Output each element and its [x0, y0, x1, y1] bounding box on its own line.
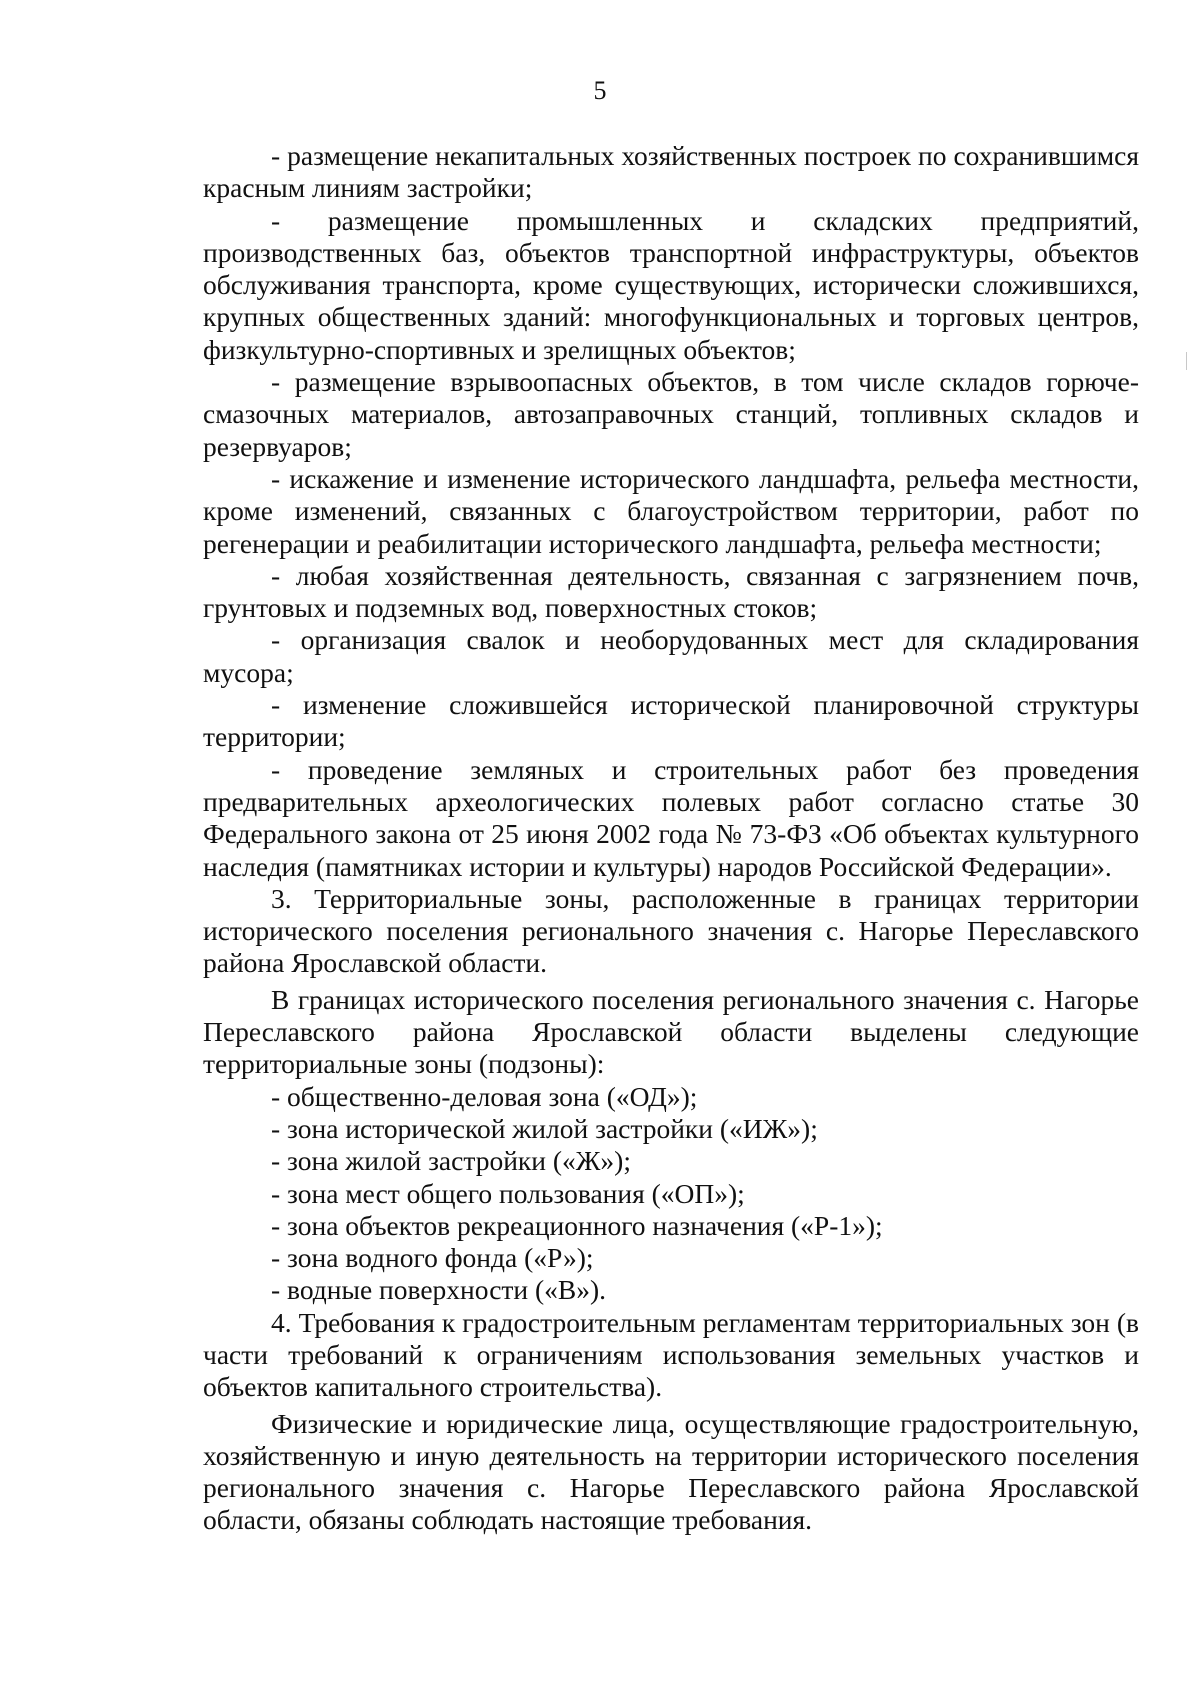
paragraph-prohibition-industrial: - размещение промышленных и складских предприятий, производственных баз, объектов транспортной инфраструктуры, объектов обслуживания транспорта, кроме существующих, исторически сложившихся, крупных общественных зданий: многофункциональных и торговых центров, физкультурно-спортивных и зрелищных объектов;: [203, 204, 1139, 365]
page-number: 5: [593, 76, 607, 105]
paragraph-prohibition-dumps: - организация свалок и необорудованных мест для складирования мусора;: [203, 624, 1139, 688]
paragraph-zones-intro: В границах исторического поселения регионального значения с. Нагорье Переславского района Ярославской области выделены следующие территориальные зоны (подзоны):: [203, 983, 1139, 1080]
paragraph-prohibition-earthworks: - проведение земляных и строительных работ без проведения предварительных археологических полевых работ согласно статье 30 Федерального закона от 25 июня 2002 года № 73-ФЗ «Об объектах культурного наследия (памятниках истории и культуры) народов Российской Федерации».: [203, 753, 1139, 882]
paragraph-prohibition-explosive: - размещение взрывоопасных объектов, в том числе складов горюче-смазочных материалов, автозаправочных станций, топливных складов и резервуаров;: [203, 366, 1139, 462]
paragraph-prohibition-nonpermanent-buildings: - размещение некапитальных хозяйственных построек по сохранившимся красным линиям застройки;: [203, 140, 1139, 204]
zone-list-item: - общественно-деловая зона («ОД»);: [271, 1080, 698, 1112]
scan-margin-mark: [1186, 352, 1187, 370]
section-3-heading: 3. Территориальные зоны, расположенные в границах территории исторического поселения регионального значения с. Нагорье Переславского района Ярославской области.: [203, 882, 1139, 979]
zone-list-item: - водные поверхности («В»).: [271, 1274, 607, 1306]
section-4-heading: 4. Требования к градостроительным регламентам территориальных зон (в части требований к ограничениям использования земельных участков и объектов капитального строительства).: [203, 1306, 1139, 1403]
paragraph-obligations: Физические и юридические лица, осуществляющие градостроительную, хозяйственную и иную деятельность на территории исторического поселения регионального значения с. Нагорье Переславского района Ярославской области, обязаны соблюдать настоящие требования.: [203, 1407, 1139, 1536]
paragraph-prohibition-landscape: - искажение и изменение исторического ландшафта, рельефа местности, кроме изменений, связанных с благоустройством территории, работ по регенерации и реабилитации исторического ландшафта, рельефа местности;: [203, 462, 1139, 559]
document-body: [203, 140, 1139, 1537]
zone-list-item: - зона жилой застройки («Ж»);: [271, 1145, 631, 1177]
zone-list-item: - зона исторической жилой застройки («ИЖ»);: [271, 1112, 818, 1144]
paragraph-prohibition-planning-structure: - изменение сложившейся исторической планировочной структуры территории;: [203, 689, 1139, 753]
zone-list-item: - зона мест общего пользования («ОП»);: [271, 1177, 745, 1209]
paragraph-prohibition-pollution: - любая хозяйственная деятельность, связанная с загрязнением почв, грунтовых и подземных вод, поверхностных стоков;: [203, 559, 1139, 624]
zone-list-item: - зона объектов рекреационного назначения («Р-1»);: [271, 1209, 883, 1241]
zone-list-item: - зона водного фонда («Р»);: [271, 1242, 594, 1274]
